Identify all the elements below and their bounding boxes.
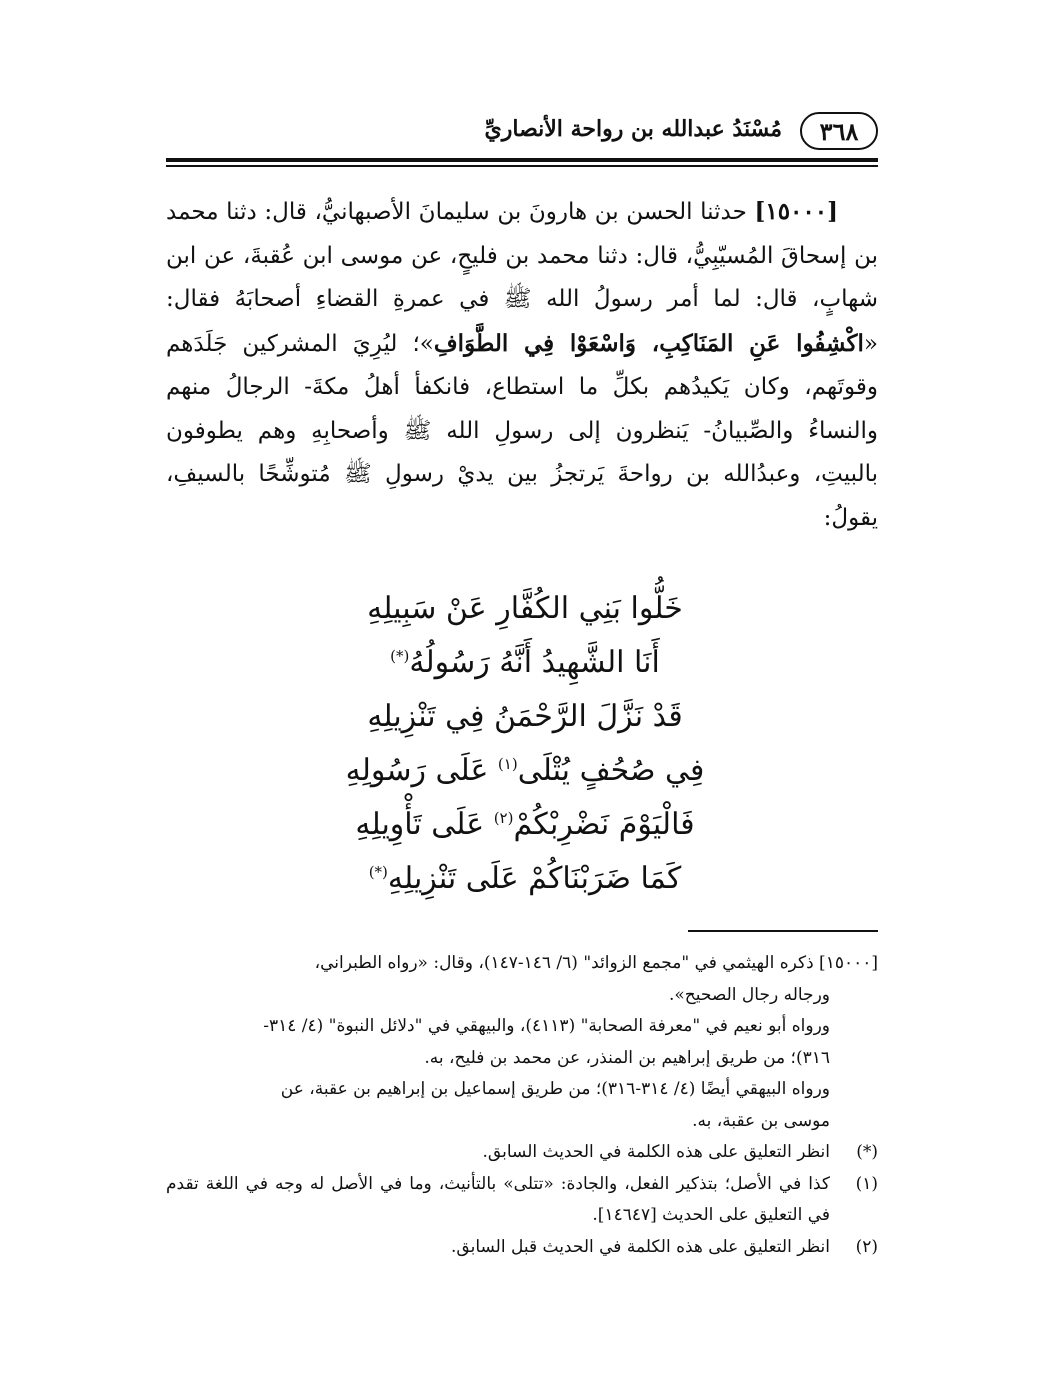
poem-verse [260, 636, 790, 690]
footnote-text: انظر التعليق على هذه الكلمة في الحديث قبل السابق. [451, 1236, 830, 1257]
hadith-text-part2: »؛ ليُرِيَ المشركين جَلَدَهم وقوتَهم، وكان يَكيدُهم بكلِّ ما استطاع، فانكفأ أهلُ مكةَ- الرجالُ منهم والنساءُ والصِّبيانُ- يَنظرون إلى رسولِ الله ﷺ وأصحابِهِ وهم يطوفون بالبيتِ، وعبدُالله بن رواحةَ يَرتجزُ بين يديْ رسولِ ﷺ مُتوشِّحًا بالسيفِ، يقولُ: [166, 330, 878, 531]
hadith-paragraph [166, 190, 878, 540]
footnote-line: موسى بن عقبة، به. [692, 1110, 830, 1131]
verse-text: عَلَى رَسُولِهِ [345, 753, 498, 788]
header-rule-thin [166, 165, 878, 167]
footnote-separator [688, 930, 878, 932]
running-title: مُسْنَدُ عبدالله بن رواحة الأنصاريِّ [484, 116, 782, 142]
page-number: ٣٦٨ [800, 112, 878, 150]
verse-text: عَلَى تَأْوِيلِهِ [355, 807, 494, 842]
footnote-line: ٣١٦)؛ من طريق إبراهيم بن المنذر، عن محمد بن فليح، به. [424, 1047, 830, 1068]
footnote-2 [166, 1232, 878, 1264]
poem-verse [260, 798, 790, 852]
footnote-mark: (٢) [855, 1236, 878, 1257]
poem-verse [260, 852, 790, 906]
footnotes [166, 948, 878, 1263]
footnote-line: ورجاله رجال الصحيح». [669, 984, 830, 1005]
hadith-text-part1: حدثنا الحسن بن هارونَ بن سليمانَ الأصبهانيُّ، قال: دثنا محمد بن إسحاقَ المُسيّبِيُّ، قال: دثنا محمد بن فليحٍ، عن موسى ابن عُقبةَ، عن ابن شهابٍ، قال: لما أمر رسولُ الله ﷺ في عمرةِ القضاءِ أصحابَهُ فقال: « [166, 199, 878, 357]
poem-verse [260, 582, 790, 636]
footnote-line: [١٥٠٠٠] ذكره الهيثمي في "مجمع الزوائد" (٦/ ١٤٦-١٤٧)، وقال: «رواه الطبراني، [314, 953, 878, 973]
verse-text: كَمَا ضَرَبْنَاكُمْ عَلَى تَنْزِيلِهِ [387, 861, 682, 896]
footnote-mark: (١) [855, 1173, 878, 1194]
footnote-marker: (١) [497, 755, 518, 773]
footnote-marker: (*) [368, 863, 388, 881]
verse-text: قَدْ نَزَّلَ الرَّحْمَنُ فِي تَنْزِيلِهِ [367, 699, 683, 734]
footnote-line: ورواه البيهقي أيضًا (٤/ ٣١٤-٣١٦)؛ من طريق إسماعيل بن إبراهيم بن عقبة، عن [280, 1079, 830, 1099]
poem [260, 582, 790, 906]
footnote-line: ورواه أبو نعيم في "معرفة الصحابة" (٤١١٣)، والبيهقي في "دلائل النبوة" (٤/ ٣١٤- [263, 1016, 830, 1036]
prophet-quote: اكْشِفُوا عَنِ المَنَاكِبِ، وَاسْعَوْا فِي الطَّوَافِ [433, 329, 864, 357]
footnote-text: كذا في الأصل؛ بتذكير الفعل، والجادة: «تتلى» بالتأنيث، وما في الأصل له وجه في اللغة تقدم في التعليق على الحديث [١٤٦٤٧]. [166, 1173, 830, 1225]
page-header [166, 110, 878, 154]
header-rule-thick [166, 158, 878, 162]
verse-text: فَالْيَوْمَ نَضْرِبْكُمْ [513, 807, 695, 842]
footnote-star [166, 1137, 878, 1169]
footnote-marker: (٢) [493, 809, 514, 827]
footnote-text: انظر التعليق على هذه الكلمة في الحديث السابق. [482, 1142, 830, 1162]
verse-text: أَنَا الشَّهِيدُ أَنَّهُ رَسُولُهُ [409, 645, 660, 680]
footnote-marker: (*) [390, 647, 410, 665]
verse-text: فِي صُحُفٍ يُتْلَى [517, 753, 705, 788]
hadith-number: [١٥٠٠٠] [754, 198, 839, 225]
footnote-mark: (*) [856, 1142, 878, 1162]
poem-verse [260, 690, 790, 744]
verse-text: خَلُّوا بَنِي الكُفَّارِ عَنْ سَبِيلِهِ [367, 591, 683, 626]
footnote-1 [166, 1169, 878, 1232]
main-text [166, 190, 878, 540]
poem-verse [260, 744, 790, 798]
